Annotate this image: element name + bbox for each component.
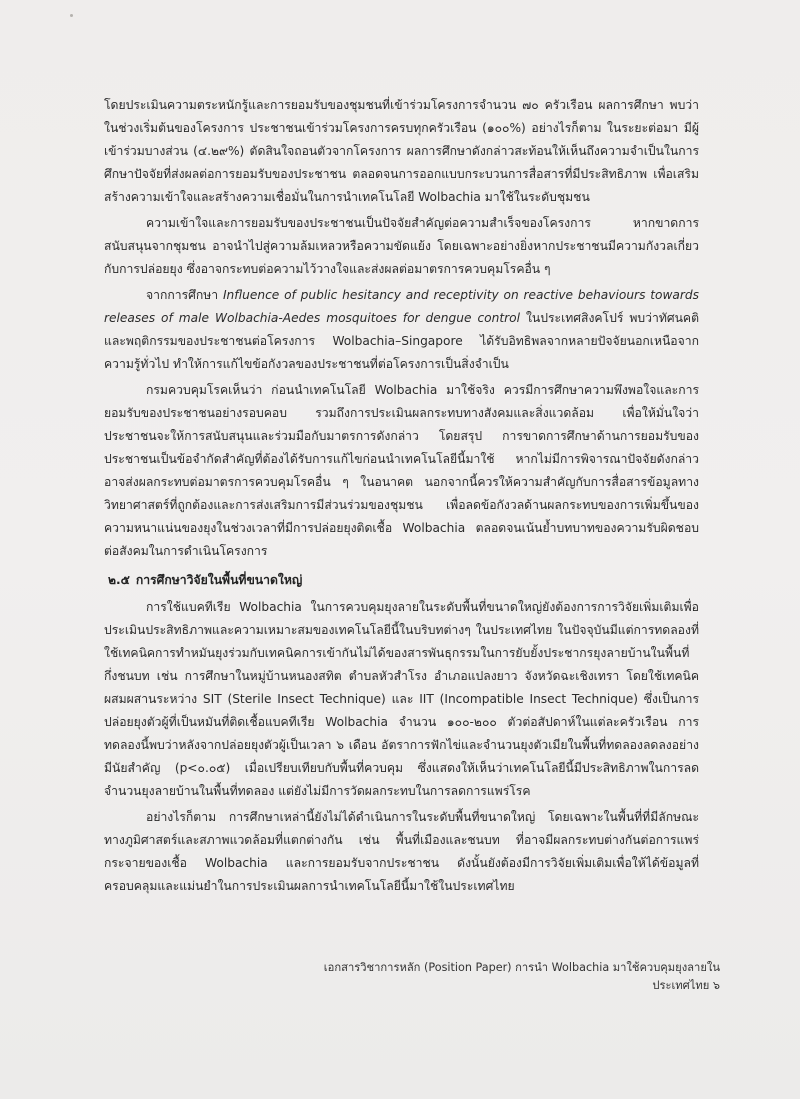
body-text [104, 94, 699, 901]
paragraph-6: อย่างไรก็ตาม การศึกษาเหล่านี้ยังไม่ได้ดำเนินการในระดับพื้นที่ขนาดใหญ่ โดยเฉพาะในพื้นที่ที่มีลักษณะทางภูมิศาสตร์และสภาพแวดล้อมที่แตกต่างกัน เช่น พื้นที่เมืองและชนบท ที่อาจมีผลกระทบต่างกันต่อการแพร่กระจายของเชื้อ Wolbachia และการยอมรับจากประชาชน ดังนั้นยังต้องมีการวิจัยเพิ่มเติมเพื่อให้ได้ข้อมูลที่ครอบคลุมและแม่นยำในการประเมินผลการนำเทคโนโลยีนี้มาใช้ในประเทศไทย [104, 810, 699, 893]
paragraph-5: การใช้แบคทีเรีย Wolbachia ในการควบคุมยุงลายในระดับพื้นที่ขนาดใหญ่ยังต้องการการวิจัยเพิ่มเติมเพื่อประเมินประสิทธิภาพและความเหมาะสมของเทคโนโลยีนี้ในบริบทต่างๆ ในประเทศไทย ในปัจจุบันมีแต่การทดลองที่ใช้เทคนิคการทำหมันยุงร่วมกับเทคนิคการเข้ากันไม่ได้ของสารพันธุกรรมในการยับยั้งประชากรยุงลายบ้านในพื้นที่กึ่งชนบท เช่น การศึกษาในหมู่บ้านหนองสทิต ตำบลหัวสำโรง อำเภอแปลงยาว จังหวัดฉะเชิงเทรา โดยใช้เทคนิคผสมผสานระหว่าง SIT (Sterile Insect Technique) และ IIT (Incompatible Insect Technique) ซึ่งเป็นการปล่อยยุงตัวผู้ที่เป็นหมันที่ติดเชื้อแบคทีเรีย Wolbachia จำนวน ๑๐๐-๒๐๐ ตัวต่อสัปดาห์ในแต่ละครัวเรือน การทดลองนี้พบว่าหลังจากปล่อยยุงตัวผู้เป็นเวลา ๖ เดือน อัตราการฟักไข่และจำนวนยุงตัวเมียในพื้นที่ทดลองลดลงอย่างมีนัยสำคัญ (p<๐.๐๕) เมื่อเปรียบเทียบกับพื้นที่ควบคุม ซึ่งแสดงให้เห็นว่าเทคโนโลยีนี้มีประสิทธิภาพในการลดจำนวนยุงลายบ้านในพื้นที่ทดลอง แต่ยังไม่มีการวัดผลกระทบในการลดการแพร่โรค [104, 600, 699, 798]
page-footer: เอกสารวิชาการหลัก (Position Paper) การนำ Wolbachia มาใช้ควบคุมยุงลายในประเทศไทย ๖ [323, 961, 720, 992]
study-title: Influence of public hesitancy and receptivity on reactive behaviours towards releases of male Wolbachia-Aedes mosquitoes for dengue control [104, 288, 699, 325]
paper-speck [70, 14, 73, 17]
section-title: การศึกษาวิจัยในพื้นที่ขนาดใหญ่ [135, 573, 303, 587]
paragraph-1: โดยประเมินความตระหนักรู้และการยอมรับของชุมชนที่เข้าร่วมโครงการจำนวน ๗๐ ครัวเรือน ผลการศึกษา พบว่าในช่วงเริ่มต้นของโครงการ ประชาชนเข้าร่วมโครงการครบทุกครัวเรือน (๑๐๐%) อย่างไรก็ตาม ในระยะต่อมา มีผู้เข้าร่วมบางส่วน (๔.๒๙%) ตัดสินใจถอนตัวจากโครงการ ผลการศึกษาดังกล่าวสะท้อนให้เห็นถึงความจำเป็นในการศึกษาปัจจัยที่ส่งผลต่อการยอมรับของประชาชน ตลอดจนการออกแบบกระบวนการสื่อสารที่มีประสิทธิภาพ เพื่อเสริมสร้างความเข้าใจและสร้างความเชื่อมั่นในการนำเทคโนโลยี Wolbachia มาใช้ในระดับชุมชน [104, 98, 699, 204]
section-heading [108, 569, 699, 592]
section-number: ๒.๕ [108, 573, 130, 587]
paragraph-2: ความเข้าใจและการยอมรับของประชาชนเป็นปัจจัยสำคัญต่อความสำเร็จของโครงการ หากขาดการสนับสนุนจากชุมชน อาจนำไปสู่ความล้มเหลวหรือความขัดแย้ง โดยเฉพาะอย่างยิ่งหากประชาชนมีความกังวลเกี่ยวกับการปล่อยยุง ซึ่งอาจกระทบต่อความไว้วางใจและส่งผลต่อมาตรการควบคุมโรคอื่น ๆ [104, 216, 699, 276]
paragraph-3 [104, 284, 699, 376]
paragraph-3-rest: ในประเทศสิงคโปร์ พบว่าทัศนคติและพฤติกรรมของประชาชนต่อโครงการ Wolbachia–Singapore ได้รับอิทธิพลจากหลายปัจจัยนอกเหนือจากความรู้ทั่วไป ทำให้การแก้ไขข้อกังวลของประชาชนที่ต่อโครงการเป็นสิ่งจำเป็น [104, 311, 699, 371]
paragraph-3-lead: จากการศึกษา [146, 288, 223, 302]
paragraph-4: กรมควบคุมโรคเห็นว่า ก่อนนำเทคโนโลยี Wolbachia มาใช้จริง ควรมีการศึกษาความพึงพอใจและการยอมรับของประชาชนอย่างรอบคอบ รวมถึงการประเมินผลกระทบทางสังคมและสิ่งแวดล้อม เพื่อให้มั่นใจว่าประชาชนจะให้การสนับสนุนและร่วมมือกับมาตรการดังกล่าว โดยสรุป การขาดการศึกษาด้านการยอมรับของประชาชนเป็นข้อจำกัดสำคัญที่ต้องได้รับการแก้ไขก่อนนำเทคโนโลยีนี้มาใช้ หากไม่มีการพิจารณาปัจจัยดังกล่าว อาจส่งผลกระทบต่อมาตรการควบคุมโรคอื่น ๆ ในอนาคต นอกจากนี้ควรให้ความสำคัญกับการสื่อสารข้อมูลทางวิทยาศาสตร์ที่ถูกต้องและการส่งเสริมการมีส่วนร่วมของชุมชน เพื่อลดข้อกังวลด้านผลกระทบของการเพิ่มขึ้นของความหนาแน่นของยุงในช่วงเวลาที่มีการปล่อยยุงติดเชื้อ Wolbachia ตลอดจนเน้นย้ำบทบาทของความรับผิดชอบต่อสังคมในการดำเนินโครงการ [104, 383, 699, 558]
